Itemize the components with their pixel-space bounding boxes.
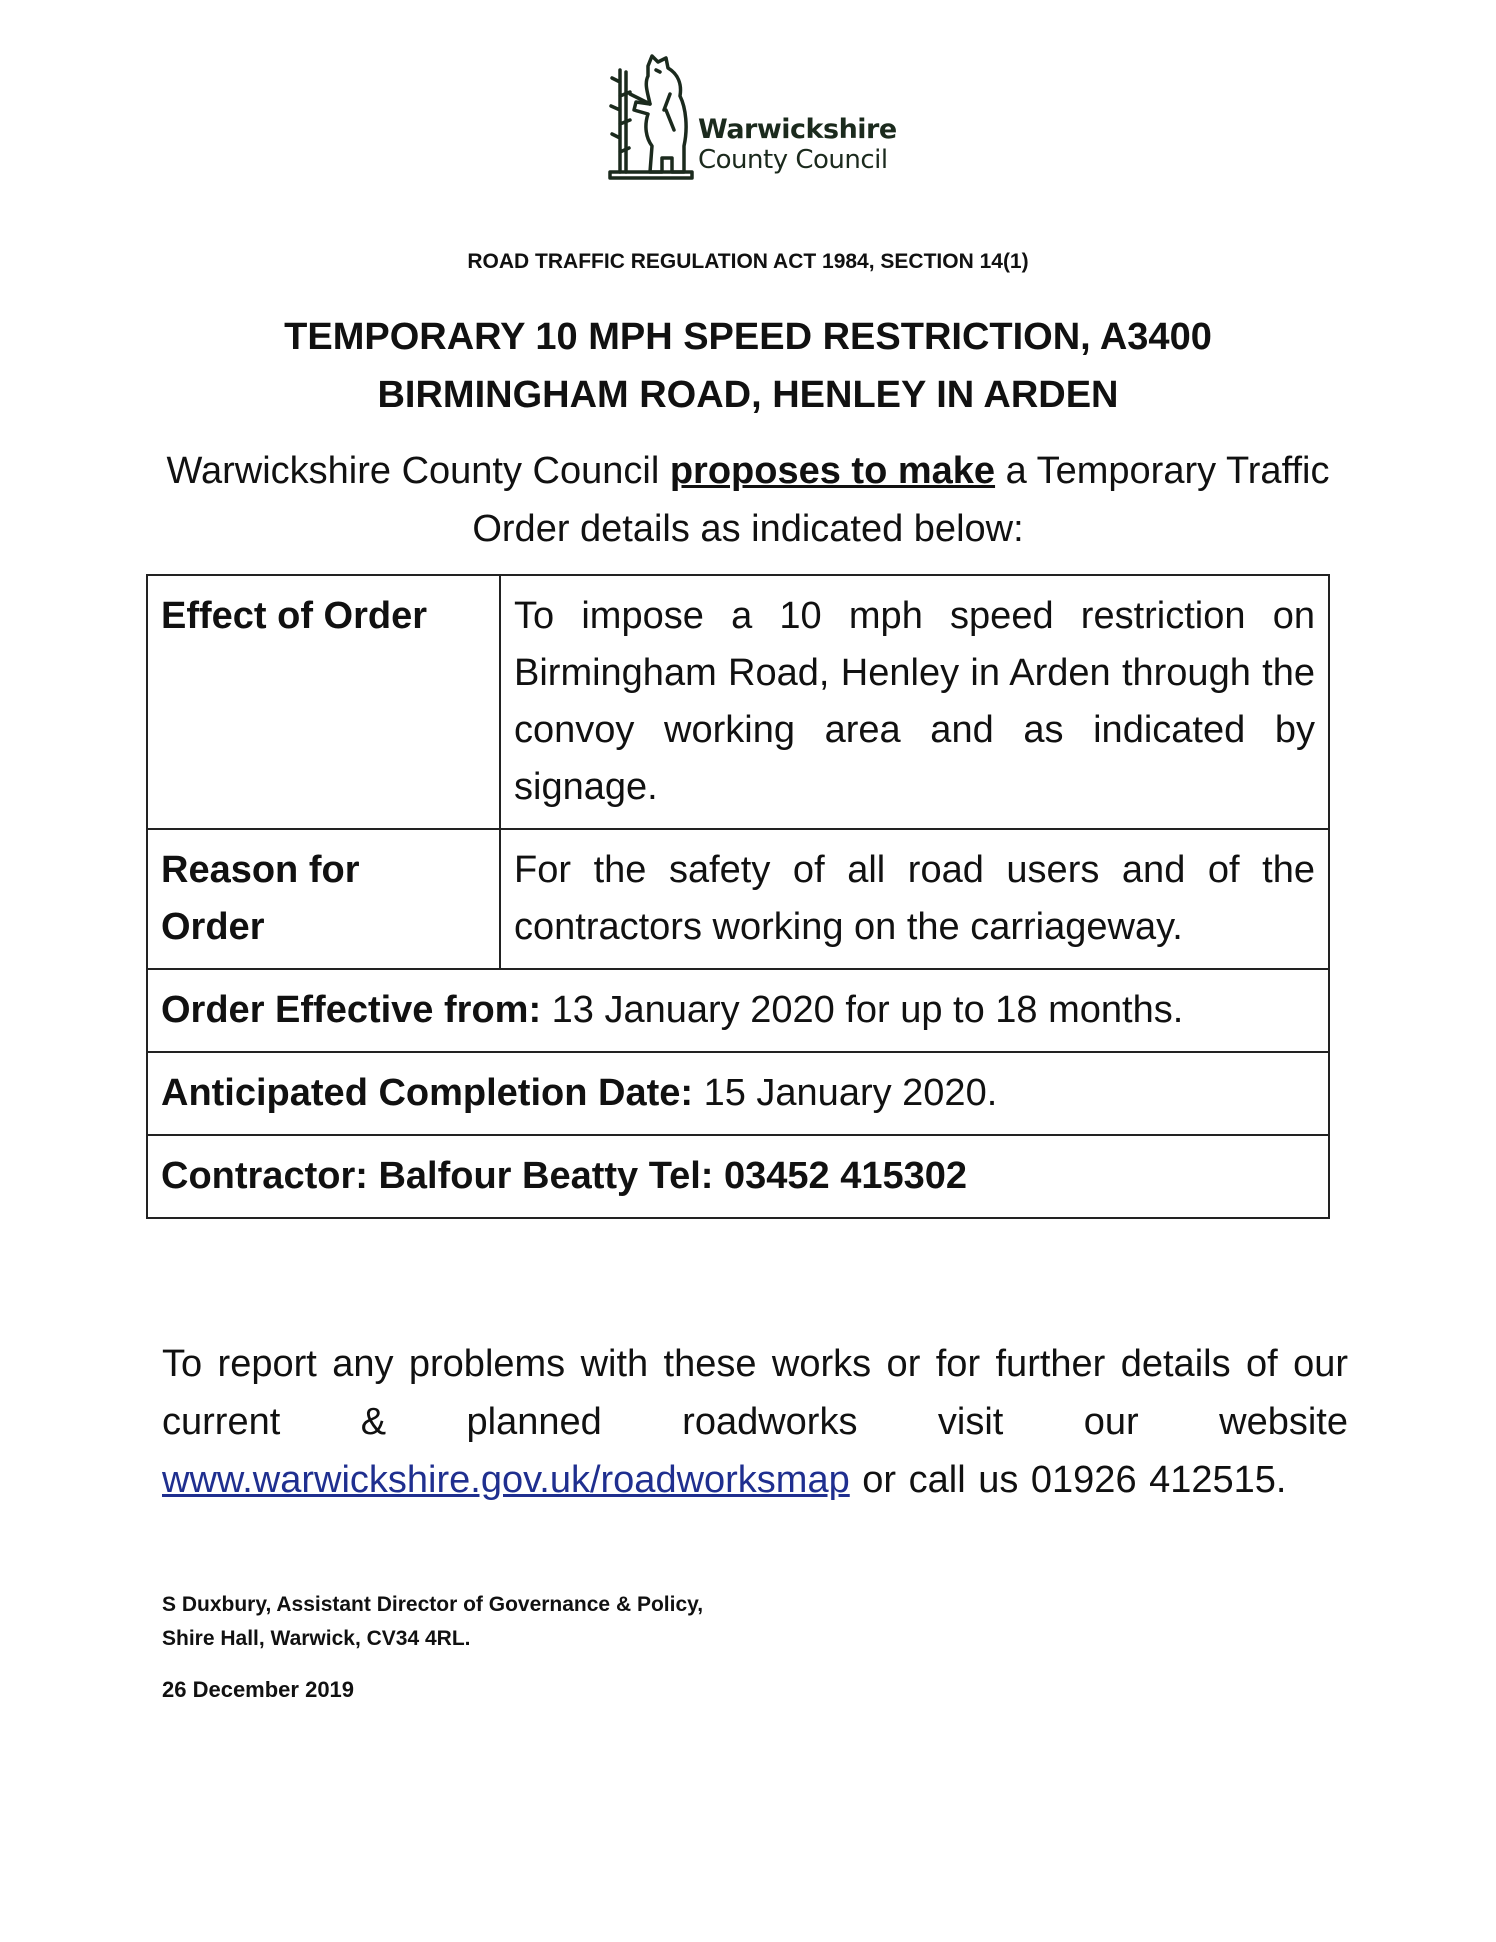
table-row [147,575,1329,829]
intro-emphasis: proposes to make [669,450,996,492]
table-row [147,829,1329,969]
effective-from-label: Order Effective from: [161,989,542,1031]
intro-paragraph [140,442,1356,558]
completion-date-label: Anticipated Completion Date: [161,1072,694,1114]
report-text-after: or call us 01926 412515. [849,1459,1287,1501]
signature-block [162,1588,703,1656]
reason-label [147,829,500,969]
reason-label-line2: Order [161,906,265,948]
table-row [147,1135,1329,1218]
notice-date: 26 December 2019 [162,1677,355,1702]
bear-and-ragged-staff-icon [608,50,698,180]
effect-text: To impose a 10 mph speed restriction on Birmingham Road, Henley in Arden through the convoy working area and as indicated by signage. [500,575,1329,829]
roadworks-map-link[interactable]: www.warwickshire.gov.uk/roadworksmap [162,1459,850,1501]
effect-label: Effect of Order [147,575,500,829]
effective-from-value: 13 January 2020 for up to 18 months. [541,989,1184,1031]
notice-title-line2: BIRMINGHAM ROAD, HENLEY IN ARDEN [377,374,1119,416]
intro-text-after: a Temporary Traffic Order details as indicated below: [472,450,1330,550]
completion-date-value: 15 January 2020. [693,1072,998,1114]
effective-from-cell [147,969,1329,1052]
legislation-reference: ROAD TRAFFIC REGULATION ACT 1984, SECTION 14(1) [467,250,1029,273]
council-name [698,115,897,175]
contractor-cell: Contractor: Balfour Beatty Tel: 03452 415302 [147,1135,1329,1218]
completion-date-cell [147,1052,1329,1135]
signature-line2: Shire Hall, Warwick, CV34 4RL. [162,1627,471,1650]
notice-title-line1: TEMPORARY 10 MPH SPEED RESTRICTION, A3400 [284,316,1212,358]
reason-text: For the safety of all road users and of the contractors working on the carriageway. [500,829,1329,969]
report-paragraph [162,1335,1348,1509]
table-row [147,1052,1329,1135]
order-details-table [146,574,1330,1219]
report-text-before: To report any problems with these works or for further details of our current & planned roadworks visit our website [162,1343,1348,1443]
reason-label-line1: Reason for [161,849,360,891]
council-name-line1: Warwickshire [698,114,897,145]
signature-line1: S Duxbury, Assistant Director of Governance & Policy, [162,1593,704,1616]
council-name-line2: County Council [698,145,888,175]
intro-text-before: Warwickshire County Council [166,450,670,492]
council-logo [608,50,908,180]
table-row [147,969,1329,1052]
notice-title [0,308,1496,424]
